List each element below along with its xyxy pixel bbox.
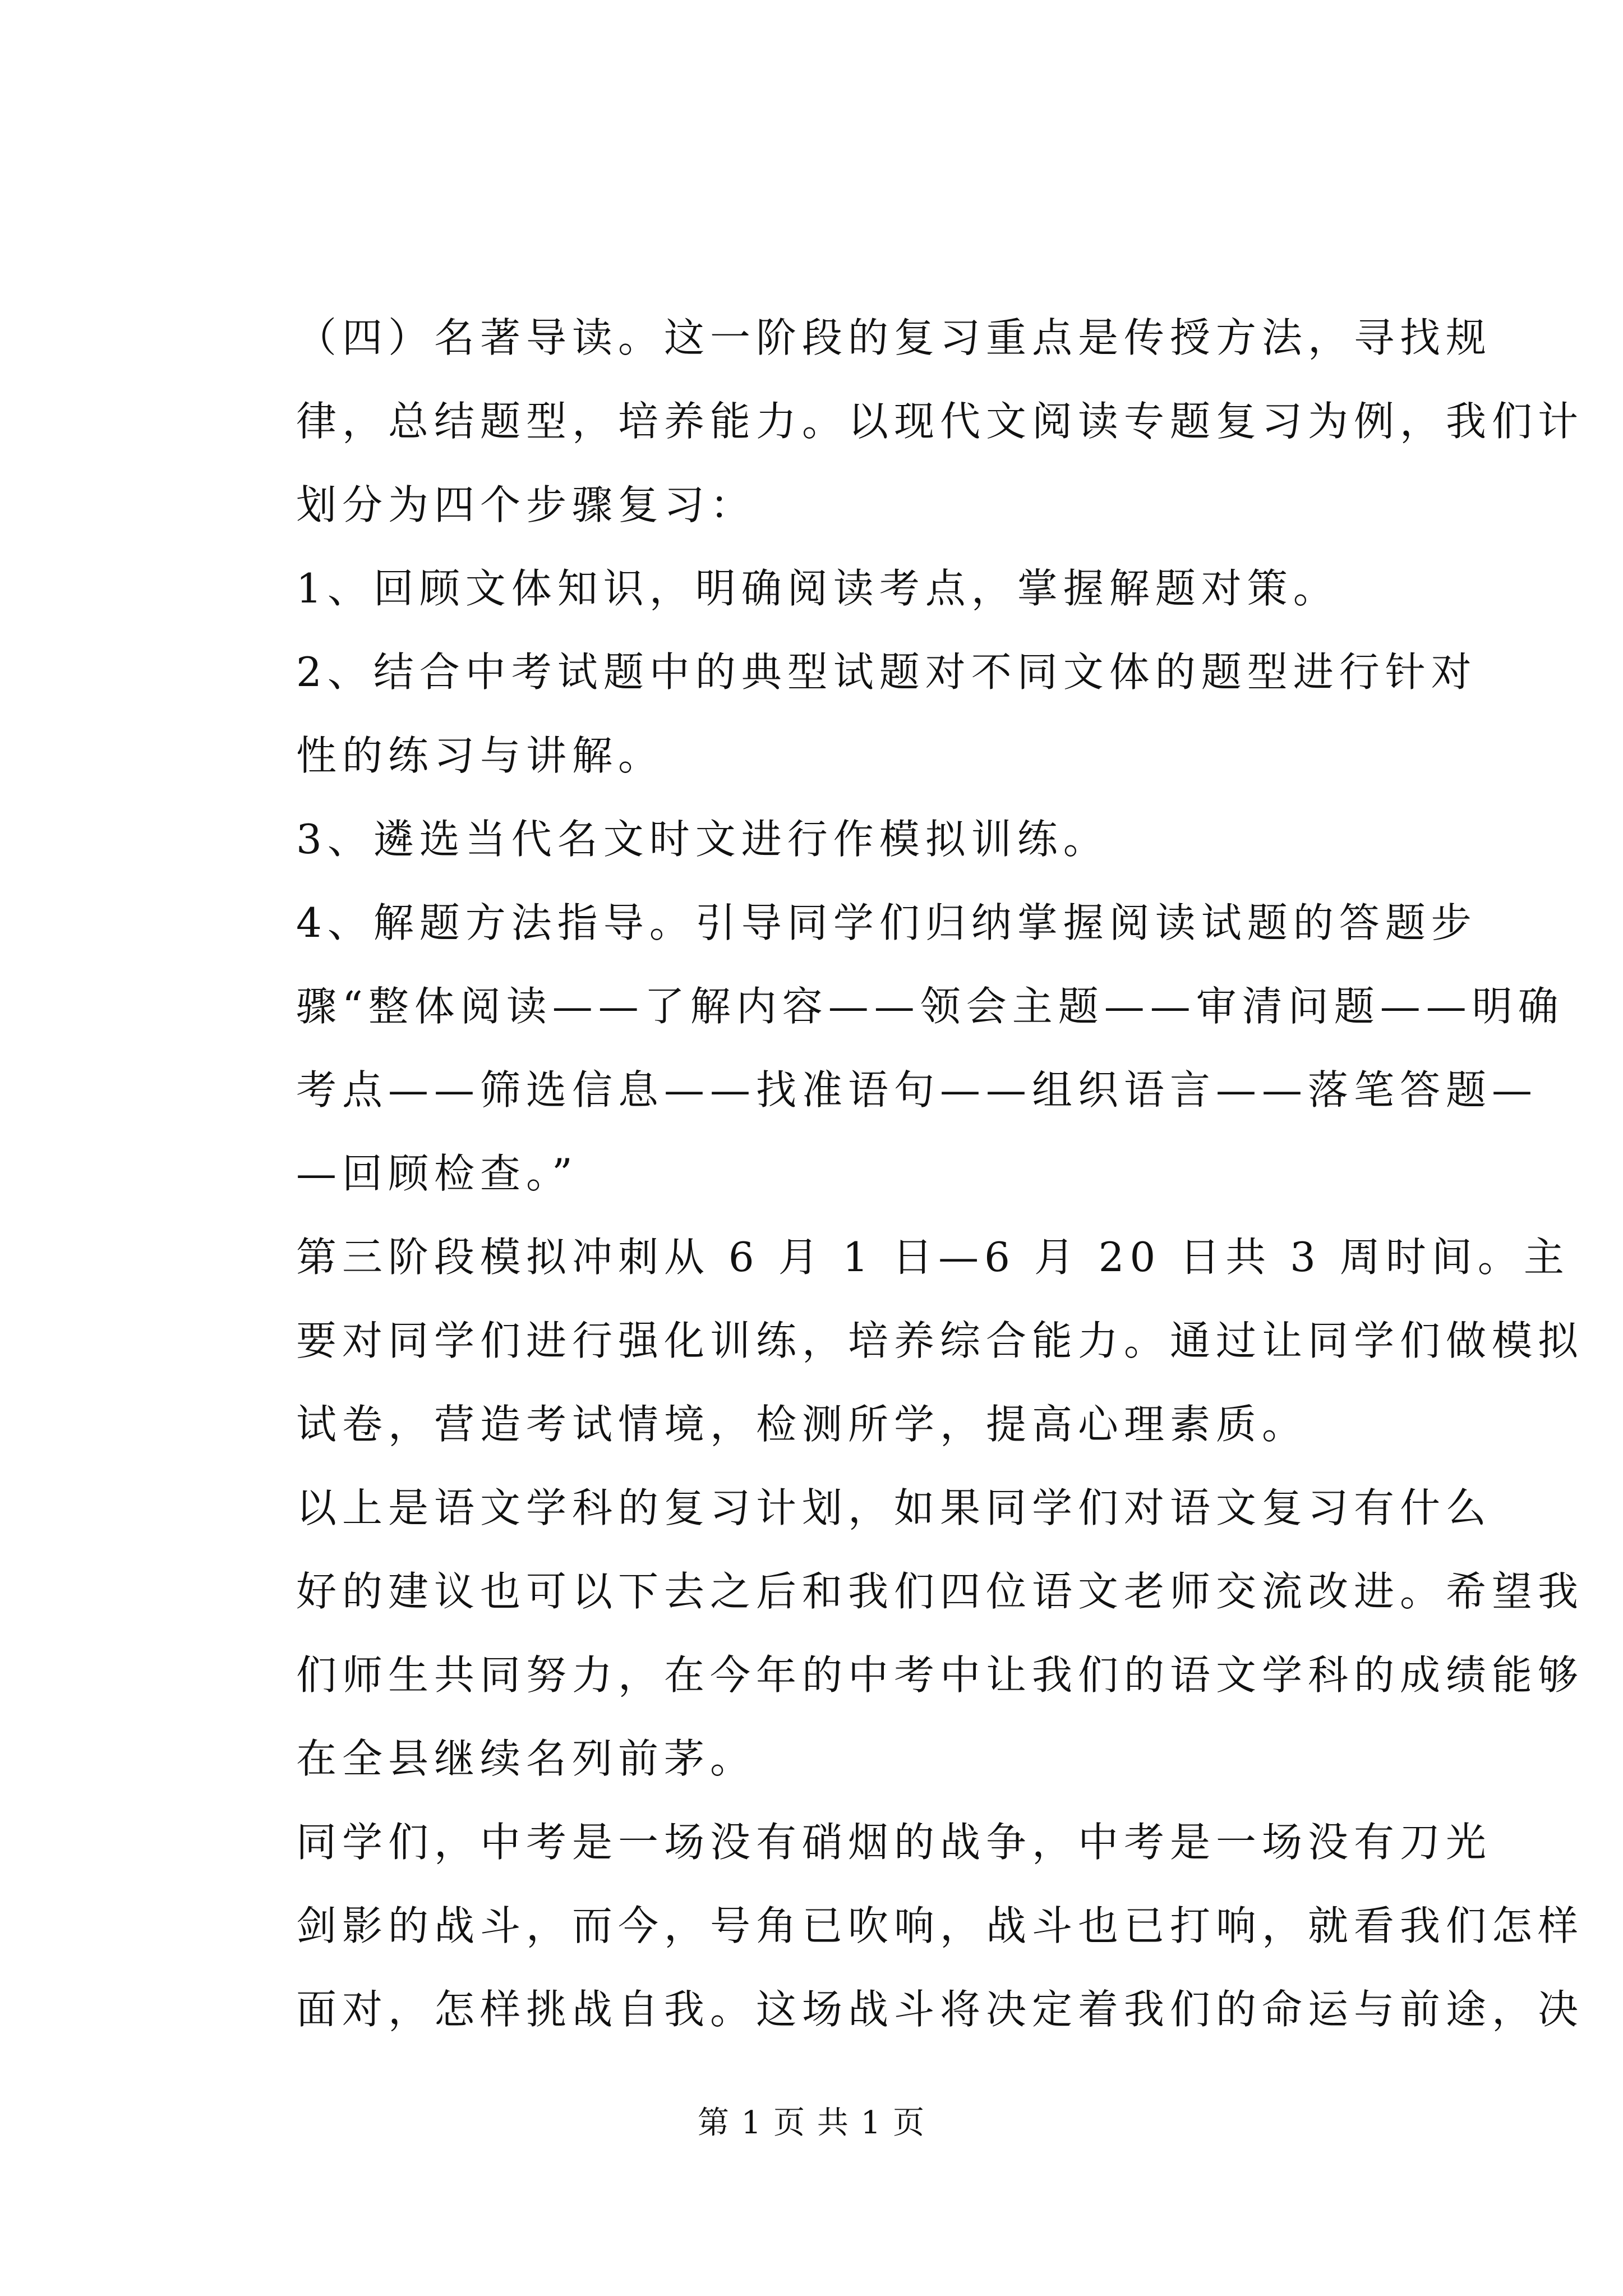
- text-line: 第三阶段模拟冲刺从 6 月 1 日—6 月 20 日共 3 周时间。主: [296, 1234, 1570, 1281]
- text-line: 以上是语文学科的复习计划，如果同学们对语文复习有什么: [296, 1484, 1492, 1531]
- text-line: 律，总结题型，培养能力。以现代文阅读专题复习为例，我们计: [296, 398, 1584, 445]
- text-line: 1、回顾文体知识，明确阅读考点，掌握解题对策。: [296, 565, 1339, 612]
- text-line: 划分为四个步骤复习：: [296, 481, 757, 528]
- page-number-footer: 第 1 页 共 1 页: [697, 2105, 926, 2141]
- text-line: 面对，怎样挑战自我。这场战斗将决定着我们的命运与前途，决: [296, 1986, 1584, 2033]
- text-line: 骤“整体阅读——了解内容——领会主题——审清问题——明确: [296, 983, 1564, 1030]
- paragraph-step-1: [215, 547, 1421, 631]
- text-line: 2、结合中考试题中的典型试题对不同文体的题型进行针对: [296, 648, 1477, 696]
- text-line: （四）名著导读。这一阶段的复习重点是传授方法，寻找规: [296, 314, 1492, 361]
- text-line: 考点——筛选信息——找准语句——组织语言——落笔答题—: [296, 1066, 1538, 1114]
- document-body: [215, 296, 1584, 2051]
- paragraph-step-4: [215, 881, 1564, 1216]
- text-line: 在全县继续名列前茅。: [296, 1735, 757, 1782]
- paragraph-step-2: [215, 631, 1477, 798]
- text-line: —回顾检查。”: [296, 1150, 578, 1197]
- paragraph-famous-works: [215, 296, 1584, 547]
- text-line: 3、遴选当代名文时文进行作模拟训练。: [296, 816, 1109, 863]
- text-line: 性的练习与讲解。: [296, 732, 665, 779]
- text-line: 同学们，中考是一场没有硝烟的战争，中考是一场没有刀光: [296, 1819, 1492, 1866]
- paragraph-exhortation: [215, 1801, 1584, 2051]
- paragraph-summary: [215, 1466, 1584, 1801]
- paragraph-step-3: [215, 798, 1421, 881]
- text-line: 好的建议也可以下去之后和我们四位语文老师交流改进。希望我: [296, 1568, 1584, 1615]
- text-line: 们师生共同努力，在今年的中考中让我们的语文学科的成绩能够: [296, 1651, 1584, 1699]
- text-line: 试卷，营造考试情境，检测所学，提高心理素质。: [296, 1401, 1308, 1448]
- text-line: 要对同学们进行强化训练，培养综合能力。通过让同学们做模拟: [296, 1317, 1584, 1364]
- paragraph-stage-three: [215, 1216, 1584, 1466]
- text-line: 4、解题方法指导。引导同学们归纳掌握阅读试题的答题步: [296, 899, 1477, 946]
- text-line: 剑影的战斗，而今，号角已吹响，战斗也已打响，就看我们怎样: [296, 1902, 1584, 1949]
